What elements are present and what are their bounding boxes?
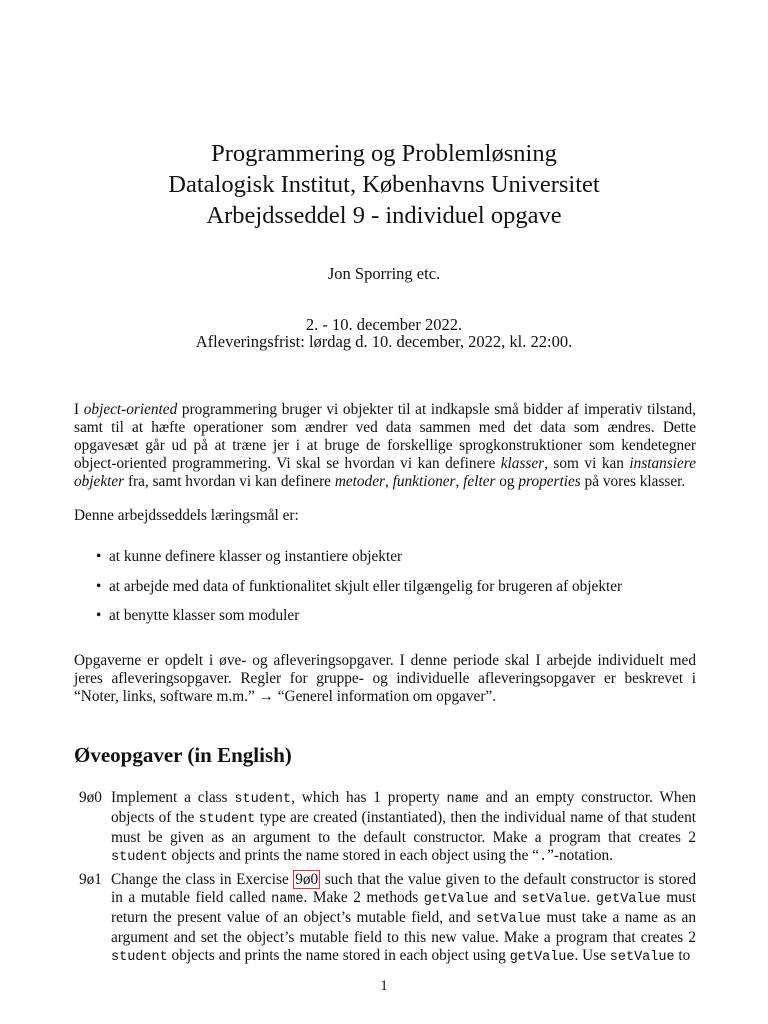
arrow-icon: → bbox=[258, 688, 274, 705]
exercise-segment: . Use bbox=[574, 947, 610, 964]
code-term: student bbox=[111, 950, 168, 965]
exercise-segment: must take a name as an argument and set the object’s mutable field to this new value. Make a program that creates 2 bbox=[111, 909, 696, 946]
intro-emphasis: felter bbox=[463, 473, 496, 490]
intro-emphasis: properties bbox=[518, 473, 581, 490]
exercise-segment: , which has 1 property bbox=[291, 789, 447, 806]
exercise-9o1 bbox=[74, 871, 696, 967]
intro-emphasis: klasser bbox=[500, 455, 545, 472]
intro-text: programmering bruger vi objekter til at indkapsle små bidder af imperativ tilstand, samt til at hæfte operationer som ændrer ved data sammen med det data som ændres. Dette opgavesæt går ud på at træne jer i at bruge de forskellige sprogkonstruktioner som kendetegner object-oriented programmering. Vi skal se hvordan vi kan definere bbox=[74, 401, 696, 472]
code-term: student bbox=[234, 792, 292, 807]
intro-emphasis: funktioner bbox=[392, 473, 456, 490]
exercise-number: 9ø0 bbox=[79, 789, 102, 806]
exercise-segment: objects and prints the name stored in each object using bbox=[167, 947, 510, 964]
exercise-segment: must return the present value of an object’s mutable field, and bbox=[111, 889, 696, 926]
goal-item: • at benytte klasser som moduler bbox=[96, 607, 696, 637]
exercise-segment: . Make 2 methods bbox=[303, 889, 424, 906]
code-term: getValue bbox=[509, 950, 575, 965]
sheet-title: Arbejdsseddel 9 - individuel opgave bbox=[206, 202, 562, 229]
exercise-9o0 bbox=[74, 789, 696, 867]
code-term: setValue bbox=[521, 892, 587, 907]
code-term: name bbox=[446, 792, 479, 807]
code-term: student bbox=[198, 812, 256, 827]
exercise-segment: and bbox=[488, 889, 522, 906]
exercise-segment: type are created (instantiated), then the individual name of that student must be given as an argument to the default constructor. Make a program that creates 2 bbox=[111, 809, 696, 846]
exercise-segment: and an empty constructor. When objects of the bbox=[111, 789, 697, 826]
exercise-segment: . bbox=[586, 889, 596, 906]
intro-emphasis: instansiere objekter bbox=[74, 455, 696, 490]
exercise-segment: to bbox=[674, 947, 691, 964]
period-date: 2. - 10. december 2022. bbox=[305, 315, 463, 334]
intro-emphasis: object-oriented bbox=[83, 401, 178, 418]
exercise-reference-link[interactable]: 9ø0 bbox=[295, 871, 319, 888]
intro-text: , bbox=[455, 473, 464, 490]
intro-text: I bbox=[74, 401, 84, 418]
code-term: setValue bbox=[476, 912, 541, 927]
exercise-segment: such that the value given to the default constructor is stored in a mutable field called bbox=[111, 871, 696, 906]
title-block bbox=[0, 138, 768, 231]
code-term: student bbox=[111, 850, 168, 865]
intro-text: , som vi kan bbox=[544, 455, 630, 472]
goal-item: • at kunne definere klasser og instantiere objekter bbox=[96, 548, 696, 578]
intro-emphasis: metoder bbox=[334, 473, 385, 490]
exercise-text bbox=[111, 871, 696, 967]
exercise-segment: ”-notation. bbox=[547, 847, 613, 864]
code-term: . bbox=[538, 850, 548, 865]
outro-text: Opgaverne er opdelt i øve- og afleveringsopgaver. I denne periode skal I arbejde individuelt med jeres afleveringsopgaver. Regler for gruppe- og individuelle afleveringsopgaver er beskrevet i “Noter, links, software m.m.” bbox=[74, 652, 696, 705]
exercise-segment: Implement a class bbox=[111, 789, 235, 806]
course-title: Programmering og Problemløsning bbox=[211, 140, 557, 167]
intro-text: og bbox=[495, 473, 519, 490]
intro-text: , bbox=[384, 473, 393, 490]
goals-intro: Denne arbejdsseddels læringsmål er: bbox=[74, 507, 299, 524]
outro-text: “Generel information om opgaver”. bbox=[277, 688, 497, 705]
goal-item: • at arbejde med data of funktionalitet skjult eller tilgængelig for brugeren af objekter bbox=[96, 578, 696, 608]
code-term: setValue bbox=[609, 950, 675, 965]
outro-paragraph bbox=[74, 652, 696, 706]
intro-text: på vores klasser. bbox=[580, 473, 686, 490]
institute-title: Datalogisk Institut, Københavns Universitet bbox=[168, 171, 600, 198]
exercise-segment: Change the class in Exercise bbox=[111, 871, 294, 888]
dates-block bbox=[0, 316, 768, 350]
code-term: name bbox=[271, 892, 304, 907]
intro-paragraph bbox=[74, 401, 696, 491]
section-heading: Øveopgaver (in English) bbox=[74, 743, 292, 767]
deadline-date: Afleveringsfrist: lørdag d. 10. december, 2022, kl. 22:00. bbox=[195, 332, 573, 351]
exercise-number: 9ø1 bbox=[79, 871, 102, 888]
exercise-text bbox=[111, 789, 696, 867]
code-term: getValue bbox=[595, 892, 661, 907]
exercise-segment: objects and prints the name stored in each object using the “ bbox=[167, 847, 539, 864]
code-term: getValue bbox=[423, 892, 489, 907]
goals-list bbox=[96, 548, 696, 637]
intro-text: fra, samt hvordan vi kan definere bbox=[124, 473, 335, 490]
page-number: 1 bbox=[380, 978, 388, 994]
author: Jon Sporring etc. bbox=[327, 264, 441, 283]
